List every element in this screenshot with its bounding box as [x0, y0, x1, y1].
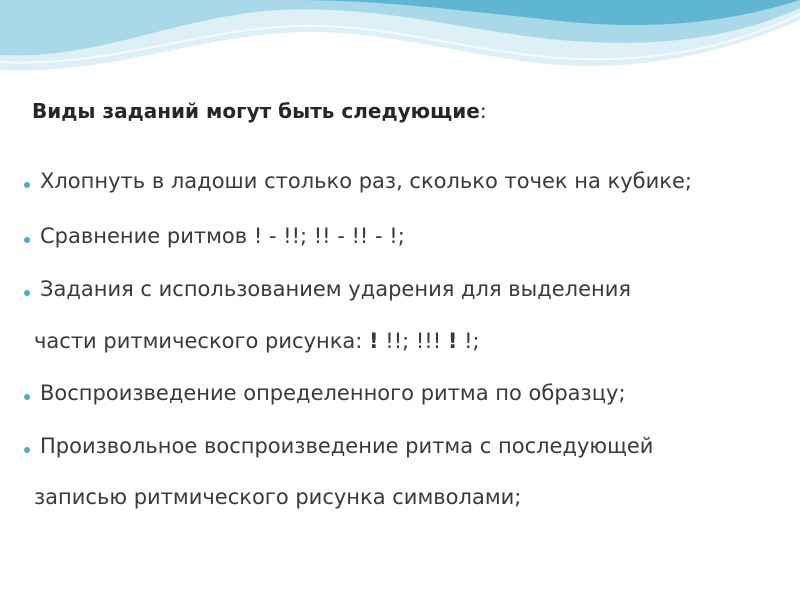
list-item-3-line-1: Задания с использованием ударения для выделения	[40, 277, 632, 301]
list-item-4: Воспроизведение определенного ритма по образцу;	[40, 381, 626, 405]
list-item-3-text-e: !;	[457, 329, 480, 353]
list-item-3-text-a: части ритмического рисунка:	[34, 329, 370, 353]
list-item-5-line-1: Произвольное воспроизведение ритма с последующей	[40, 434, 654, 458]
list-item-3-line-2	[34, 328, 480, 354]
list-item-1: Хлопнуть в ладоши столько раз, сколько точек на кубике;	[40, 169, 692, 193]
list-item-3-text-c: !!; !!!	[378, 329, 448, 353]
bullet-icon	[24, 290, 30, 296]
slide-title-text: Виды заданий могут быть следующие	[32, 99, 480, 123]
slide-title	[32, 99, 487, 123]
list-item-2: Сравнение ритмов ! - !!; !! - !! - !;	[40, 224, 405, 248]
bullet-icon	[24, 182, 30, 188]
slide-title-colon: :	[479, 99, 487, 123]
accent-mark-1: !	[369, 329, 379, 353]
bullet-icon	[24, 394, 30, 400]
accent-mark-2: !	[447, 329, 458, 353]
bullet-icon	[24, 237, 30, 243]
bullet-icon	[24, 447, 30, 453]
list-item-5-line-2: записью ритмического рисунка символами;	[34, 485, 522, 509]
